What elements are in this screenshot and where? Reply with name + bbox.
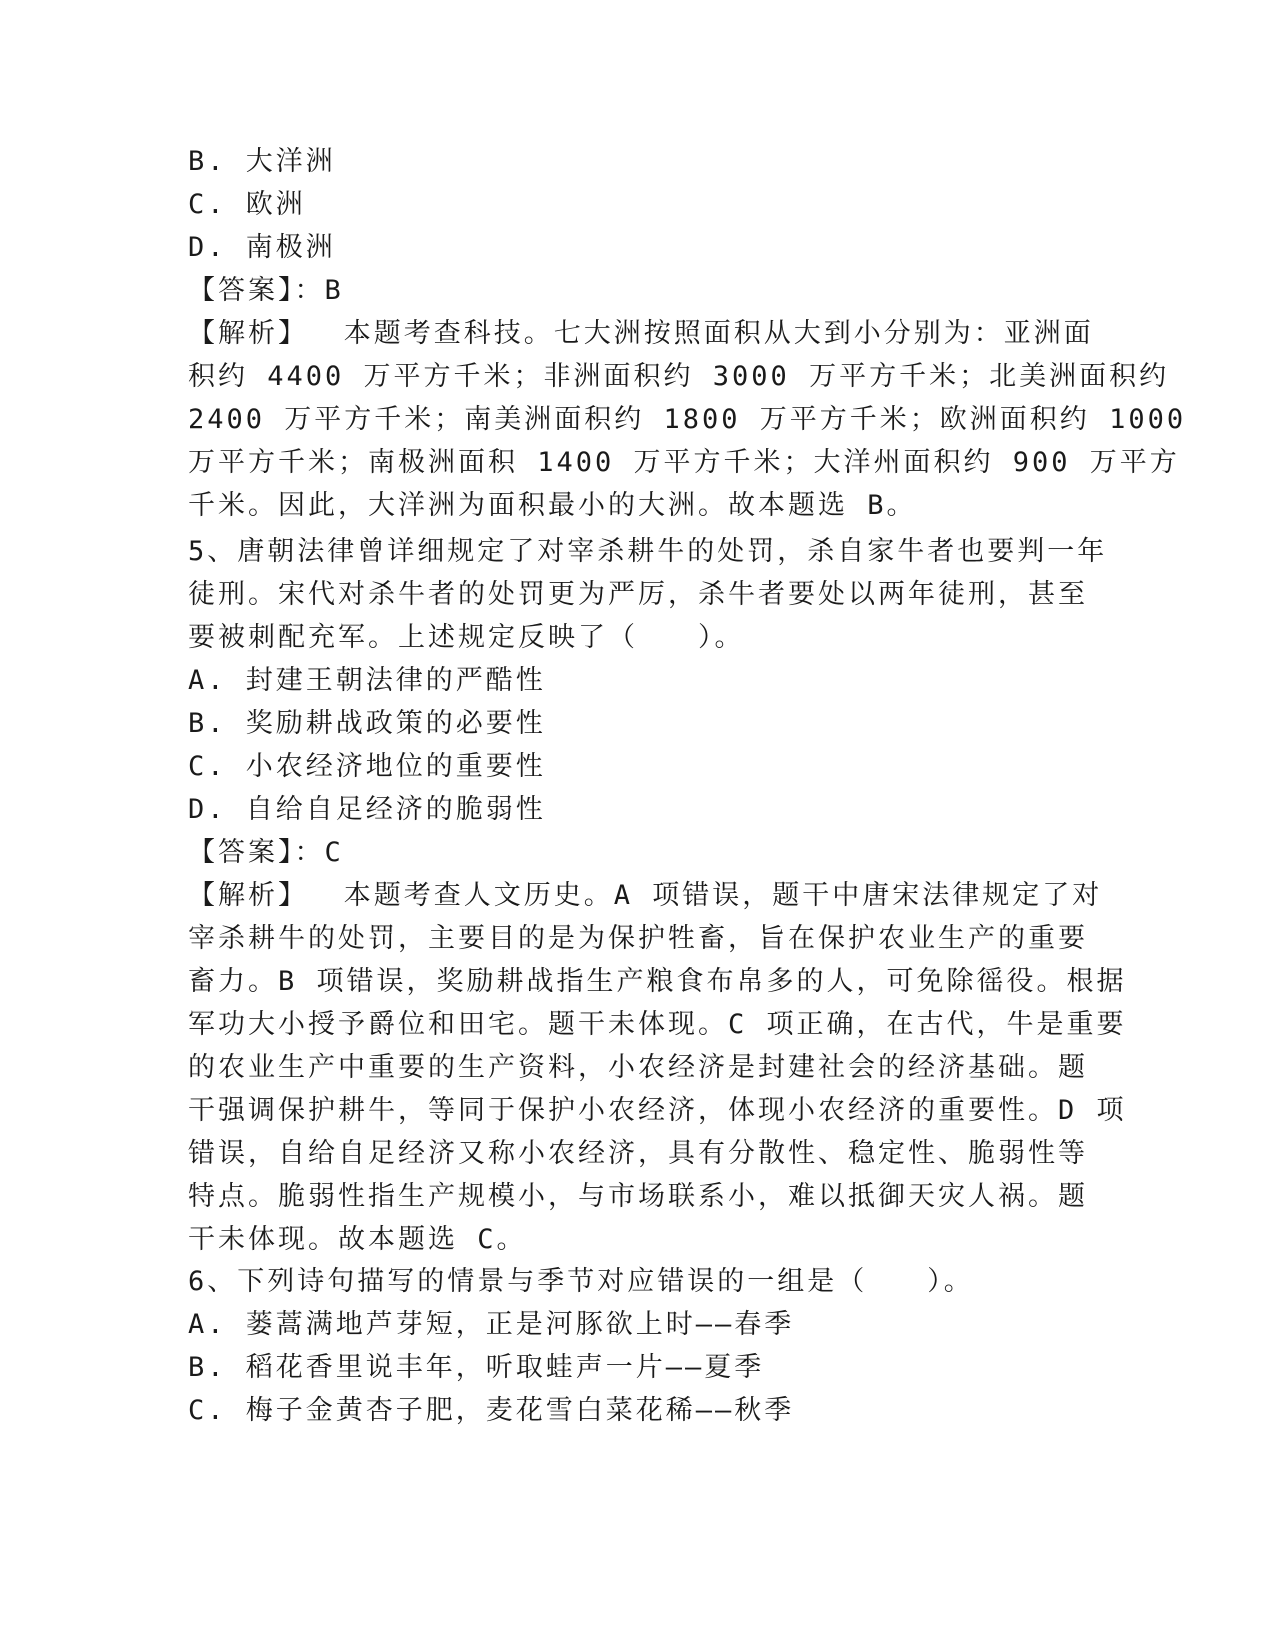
q5-analysis-line: 干未体现。故本题选 C。 [188, 1224, 527, 1255]
q5-analysis-line: 特点。脆弱性指生产规模小，与市场联系小，难以抵御天灾人祸。题 [188, 1181, 1088, 1212]
q4-option-c: C. 欧洲 [188, 189, 306, 220]
q4-block [188, 140, 1187, 527]
q6-option-a: A. 蒌蒿满地芦芽短，正是河豚欲上时——春季 [188, 1309, 795, 1340]
q6-block [188, 1260, 1088, 1432]
q4-option-d: D. 南极洲 [188, 232, 336, 263]
q4-analysis-line: 积约 4400 万平方千米；非洲面积约 3000 万平方千米；北美洲面积约 [188, 361, 1170, 392]
q5-analysis-line: 军功大小授予爵位和田宅。题干未体现。C 项正确，在古代，牛是重要 [188, 1009, 1127, 1040]
q5-analysis-line: 错误，自给自足经济又称小农经济，具有分散性、稳定性、脆弱性等 [188, 1138, 1088, 1169]
q6-stem: 6、下列诗句描写的情景与季节对应错误的一组是（ ）。 [188, 1266, 974, 1297]
q6-option-c: C. 梅子金黄杏子肥，麦花雪白菜花稀——秋季 [188, 1395, 795, 1426]
q4-answer: 【答案】：B [188, 275, 344, 306]
q4-analysis-line: 万平方千米；南极洲面积 1400 万平方千米；大洋州面积约 900 万平方 [188, 447, 1180, 478]
q4-analysis-line: 【解析】 本题考查科技。七大洲按照面积从大到小分别为：亚洲面 [188, 318, 1094, 349]
q5-option-c: C. 小农经济地位的重要性 [188, 751, 546, 782]
q4-analysis-line: 2400 万平方千米；南美洲面积约 1800 万平方千米；欧洲面积约 1000 [188, 404, 1187, 435]
q5-stem-line: 要被刺配充军。上述规定反映了（ ）。 [188, 622, 745, 653]
q5-analysis-line: 【解析】 本题考查人文历史。A 项错误，题干中唐宋法律规定了对 [188, 880, 1103, 911]
q5-stem-line: 徒刑。宋代对杀牛者的处罚更为严厉，杀牛者要处以两年徒刑，甚至 [188, 579, 1088, 610]
q5-option-d: D. 自给自足经济的脆弱性 [188, 794, 546, 825]
q5-analysis-line: 的农业生产中重要的生产资料，小农经济是封建社会的经济基础。题 [188, 1052, 1088, 1083]
q4-option-b: B. 大洋洲 [188, 146, 336, 177]
q5-answer: 【答案】：C [188, 837, 344, 868]
q5-analysis-line: 宰杀耕牛的处罚，主要目的是为保护牲畜，旨在保护农业生产的重要 [188, 923, 1088, 954]
q5-analysis-line: 干强调保护耕牛，等同于保护小农经济，体现小农经济的重要性。D 项 [188, 1095, 1127, 1126]
q5-option-b: B. 奖励耕战政策的必要性 [188, 708, 546, 739]
q4-analysis-line: 千米。因此，大洋洲为面积最小的大洲。故本题选 B。 [188, 490, 917, 521]
q5-block [188, 530, 1127, 1261]
q5-analysis-line: 畜力。B 项错误，奖励耕战指生产粮食布帛多的人，可免除徭役。根据 [188, 966, 1127, 997]
q5-stem-line: 5、唐朝法律曾详细规定了对宰杀耕牛的处罚，杀自家牛者也要判一年 [188, 536, 1108, 567]
q6-option-b: B. 稻花香里说丰年，听取蛙声一片——夏季 [188, 1352, 765, 1383]
q5-option-a: A. 封建王朝法律的严酷性 [188, 665, 546, 696]
